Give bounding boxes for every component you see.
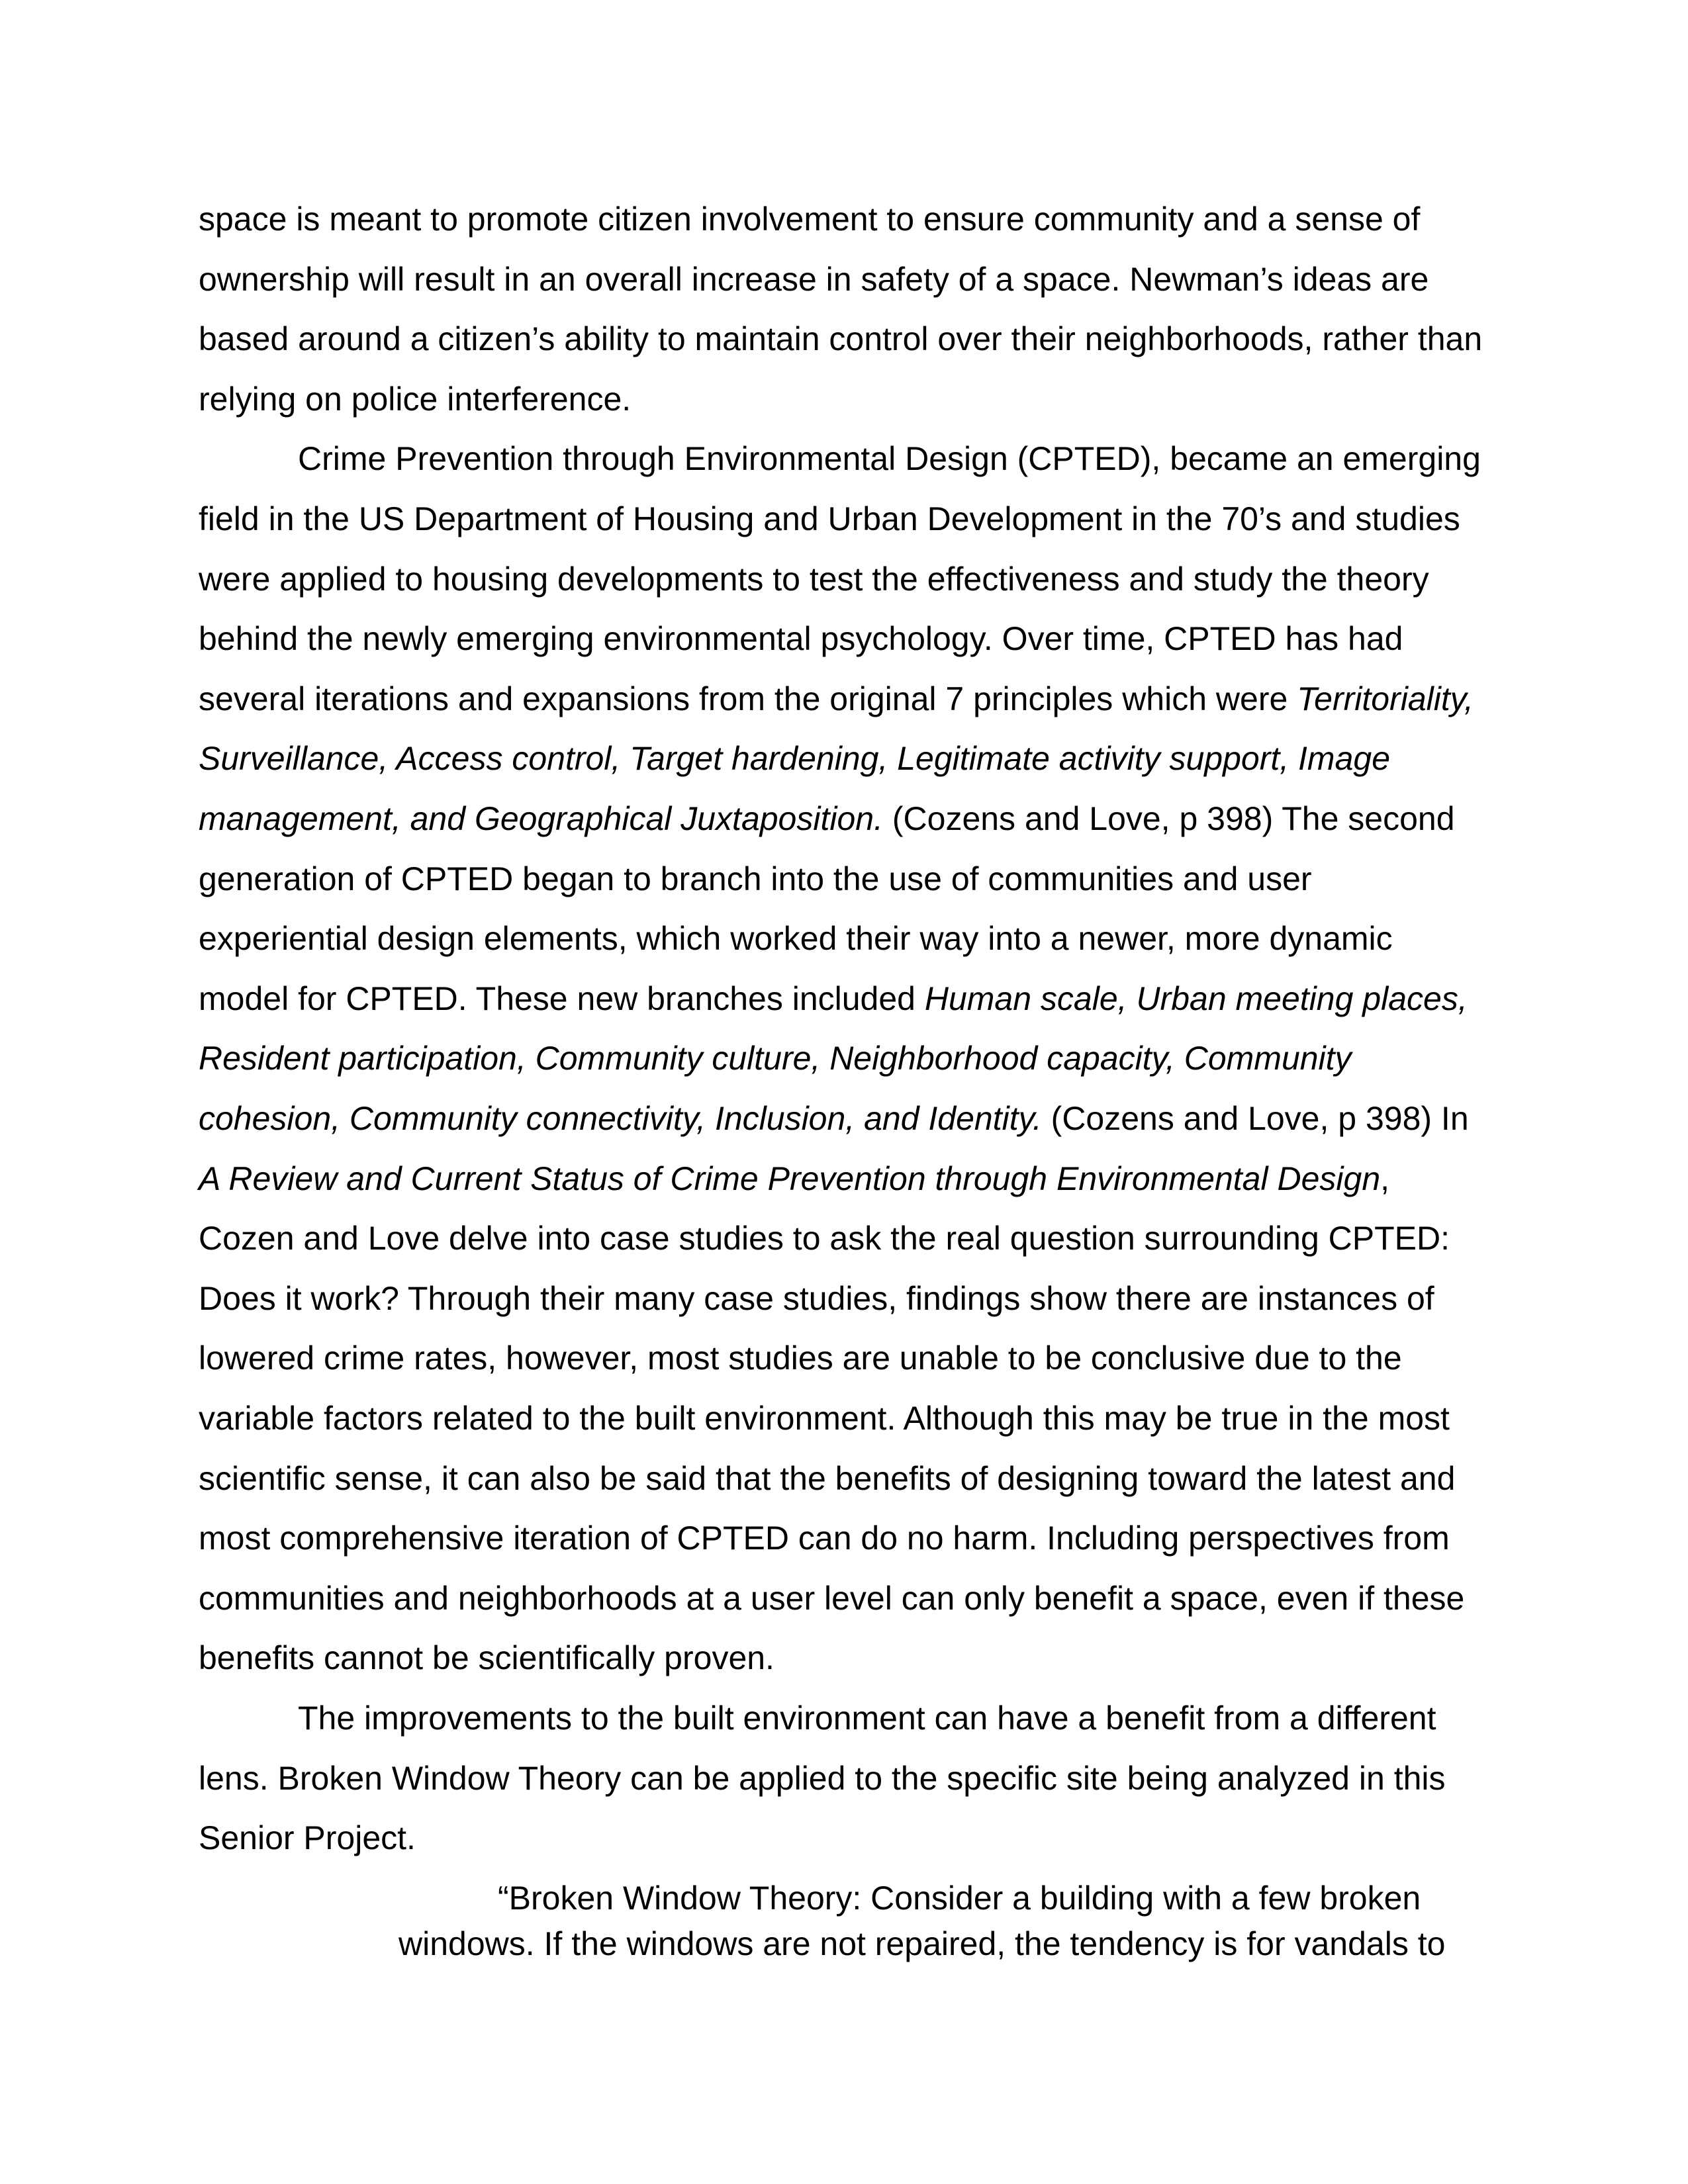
text-line [199,799,1455,839]
text-line [199,1159,1389,1199]
text-run: communities and neighborhoods at a user level can only benefit a space, even if these [199,1579,1465,1617]
text-line [199,1038,1352,1078]
text-line [199,1758,1446,1798]
text-run: (Cozens and Love, p 398) The second [882,800,1455,837]
text-run: Does it work? Through their many case studies, findings show there are instances of [199,1279,1434,1317]
italic-text: Resident participation, Community culture, Neighborhood capacity, Community [199,1040,1352,1077]
text-line [199,1338,1402,1378]
text-run: experiential design elements, which worked their way into a newer, more dynamic [199,920,1393,958]
text-line [199,679,1474,719]
text-run: based around a citizen’s ability to maintain control over their neighborhoods, rather than [199,320,1483,358]
text-run: generation of CPTED began to branch into the use of communities and user [199,860,1312,897]
text-run: space is meant to promote citizen involvement to ensure community and a sense of [199,201,1421,238]
text-run: “Broken Window Theory: Consider a building with a few broken [498,1879,1421,1917]
text-run: ownership will result in an overall increase in safety of a space. Newman’s ideas are [199,260,1429,298]
text-run: were applied to housing developments to test the effectiveness and study the theory [199,560,1429,598]
text-line [199,619,1403,659]
text-line [199,1459,1455,1498]
text-line [199,379,631,419]
text-run: , [1380,1160,1390,1197]
italic-text: cohesion, Community connectivity, Inclusion, and Identity. [199,1100,1042,1137]
text-line [298,1698,1436,1738]
text-line [199,1279,1434,1318]
text-run: field in the US Department of Housing and Urban Development in the 70’s and studies [199,500,1460,537]
italic-text: A Review and Current Status of Crime Prevention through Environmental Design [199,1160,1381,1197]
italic-text: Surveillance, Access control, Target hardening, Legitimate activity support, Image [199,740,1390,778]
text-line [199,1578,1464,1618]
text-line [298,439,1481,478]
text-line [199,319,1482,359]
text-line [199,199,1420,239]
text-run: several iterations and expansions from the original 7 principles which were [199,680,1297,717]
text-run: lens. Broken Window Theory can be applied to the specific site being analyzed in this [199,1759,1446,1797]
text-line [199,499,1460,539]
text-line [199,1218,1450,1258]
text-run: (Cozens and Love, p 398) In [1041,1100,1469,1137]
text-line [199,739,1390,778]
text-run: most comprehensive iteration of CPTED can do no harm. Including perspectives from [199,1520,1450,1557]
text-run: benefits cannot be scientifically proven. [199,1639,774,1677]
italic-text: Human scale, Urban meeting places, [924,979,1468,1017]
text-line [199,1398,1450,1438]
text-line [199,259,1429,299]
text-run: Cozen and Love delve into case studies to ask the real question surrounding CPTED: [199,1220,1450,1257]
text-run: Crime Prevention through Environmental Design (CPTED), became an emerging [298,440,1481,478]
italic-text: Territoriality, [1297,680,1474,717]
text-run: windows. If the windows are not repaired, the tendency is for vandals to [399,1925,1446,1962]
italic-text: management, and Geographical Juxtaposition. [199,800,883,837]
text-line [399,1924,1445,1964]
text-run: variable factors related to the built environment. Although this may be true in the most [199,1400,1450,1437]
text-line [199,1818,416,1858]
text-run: Senior Project. [199,1819,416,1857]
text-line [199,559,1429,599]
text-line [199,979,1468,1019]
text-run: scientific sense, it can also be said that the benefits of designing toward the latest and [199,1459,1456,1497]
text-line [199,1099,1469,1138]
text-run: model for CPTED. These new branches included [199,979,925,1017]
text-run: The improvements to the built environment can have a benefit from a different [298,1700,1436,1737]
text-line [199,859,1312,899]
text-line [199,919,1393,958]
text-line [199,1518,1450,1558]
text-run: relying on police interference. [199,380,632,418]
text-run: lowered crime rates, however, most studies are unable to be conclusive due to the [199,1340,1402,1377]
text-line [199,1638,774,1678]
text-line [498,1878,1421,1918]
text-run: behind the newly emerging environmental psychology. Over time, CPTED has had [199,620,1403,658]
